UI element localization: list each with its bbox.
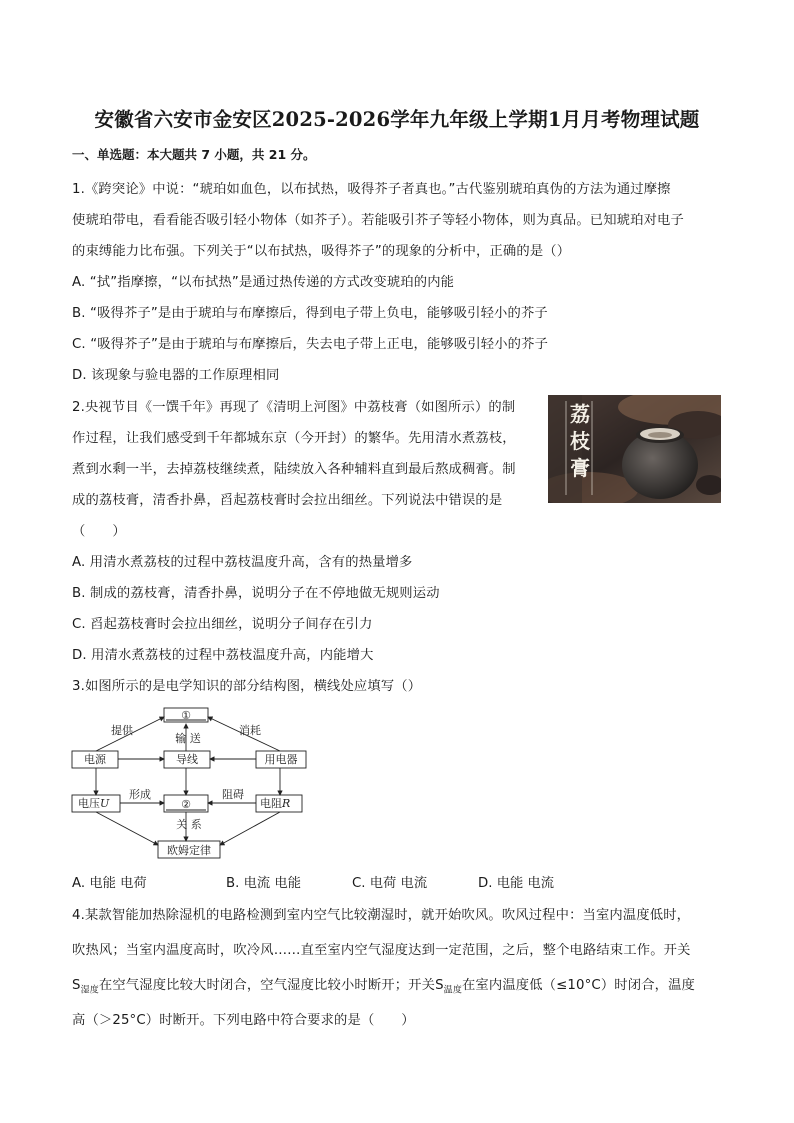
q3-option-d: D. 电能 电流 xyxy=(478,876,555,891)
q3-option-c: C. 电荷 电流 xyxy=(352,876,428,891)
q4-stem-text: 在室内温度低（≤10°C）时闭合，温度 xyxy=(461,978,695,993)
q2-option-d: D. 用清水煮荔枝的过程中荔枝温度升高，内能增大 xyxy=(72,648,374,663)
q1-option-a: A. “拭”指摩擦，“以布拭热”是通过热传递的方式改变琥珀的内能 xyxy=(72,275,455,290)
voltage-label xyxy=(78,796,110,810)
supply-label: 提供 xyxy=(111,724,133,737)
q2-option-c: C. 舀起荔枝膏时会拉出细丝，说明分子间存在引力 xyxy=(72,617,373,632)
q2-stem-line: 成的荔枝膏，清香扑鼻，舀起荔枝膏时会拉出细丝。下列说法中错误的是 xyxy=(72,493,503,508)
blank-2-label: ② xyxy=(181,798,191,811)
transport-label: 输 送 xyxy=(175,732,201,745)
ohm-law-label: 欧姆定律 xyxy=(167,844,211,857)
q1-stem-line: 的束缚能力比布强。下列关于“以布拭热，吸得芥子”的现象的分析中，正确的是（） xyxy=(72,244,571,259)
q2-stem-line: 作过程，让我们感受到千年都城东京（今开封）的繁华。先用清水煮荔枝， xyxy=(72,431,516,446)
q1-option-c: C. “吸得芥子”是由于琥珀与布摩擦后，失去电子带上正电，能够吸引轻小的芥子 xyxy=(72,337,549,352)
section-heading: 一、单选题：本大题共 7 小题，共 21 分。 xyxy=(72,147,316,162)
q1-option-b: B. “吸得芥子”是由于琥珀与布摩擦后，得到电子带上负电，能够吸引轻小的芥子 xyxy=(72,306,548,321)
q4-stem-line: 高（＞25°C）时断开。下列电路中符合要求的是（ ） xyxy=(72,1013,415,1028)
q4-stem-line: 吹热风；当室内温度高时，吹冷风……直至室内空气湿度达到一定范围，之后，整个电路结束工作。开关 xyxy=(72,943,691,958)
source-label: 电源 xyxy=(84,753,106,766)
q1-stem-line: 使琥珀带电，看看能否吸引轻小物体（如芥子）。若能吸引芥子等轻小物体，则为真品。已知琥珀对电子 xyxy=(72,213,684,228)
q2-option-a: A. 用清水煮荔枝的过程中荔枝温度升高，含有的热量增多 xyxy=(72,555,413,570)
switch-symbol: S xyxy=(72,978,81,993)
q1-stem-line: 1.《跨突论》中说：“琥珀如血色，以布拭热，吸得芥子者真也。”古代鉴别琥珀真伪的方法为通过摩擦 xyxy=(72,182,671,197)
switch-temperature-subscript: 温度 xyxy=(443,985,462,996)
resistance-label xyxy=(260,796,290,810)
page-title: 安徽省六安市金安区2025-2026学年九年级上学期1月月考物理试题 xyxy=(94,108,700,131)
voltage-text: 电压 xyxy=(78,797,100,810)
electricity-structure-diagram xyxy=(68,700,318,862)
relation-label: 关 系 xyxy=(176,818,202,831)
q2-option-b: B. 制成的荔枝膏，清香扑鼻，说明分子在不停地做无规则运动 xyxy=(72,586,440,601)
resistance-symbol: R xyxy=(282,797,291,810)
photo-caption-char: 膏 xyxy=(570,456,590,480)
q2-stem-line: 2.央视节目《一馔千年》再现了《清明上河图》中荔枝膏（如图所示）的制 xyxy=(72,400,516,415)
wire-label: 导线 xyxy=(176,753,198,766)
consume-label: 消耗 xyxy=(239,724,261,737)
resistance-text: 电阻 xyxy=(260,797,282,810)
q1-option-d: D. 该现象与验电器的工作原理相同 xyxy=(72,368,280,383)
blank-1-label: ① xyxy=(181,709,191,722)
q3-options xyxy=(72,872,632,892)
photo-caption-char: 枝 xyxy=(570,429,590,453)
q3-option-b: B. 电流 电能 xyxy=(226,876,301,891)
appliance-label: 用电器 xyxy=(264,753,298,766)
voltage-symbol: U xyxy=(100,797,110,810)
q3-stem-line: 3.如图所示的是电学知识的部分结构图，横线处应填写（） xyxy=(72,679,422,694)
q2-stem-line: （ ） xyxy=(72,524,126,539)
q4-stem-text: 在空气湿度比较大时闭合，空气湿度比较小时断开；开关 xyxy=(98,978,436,993)
q2-stem-line: 煮到水剩一半，去掉荔枝继续煮，陆续放入各种辅料直到最后熬成稠膏。制 xyxy=(72,462,516,477)
photo-caption-char: 荔 xyxy=(570,402,590,426)
hinder-label: 阻碍 xyxy=(222,788,244,801)
q3-option-a: A. 电能 电荷 xyxy=(72,876,147,891)
lychee-paste-photo xyxy=(548,395,721,503)
switch-humidity-subscript: 湿度 xyxy=(80,985,99,996)
q4-stem-line xyxy=(72,974,695,996)
switch-symbol: S xyxy=(435,978,444,993)
q4-stem-line: 4.某款智能加热除湿机的电路检测到室内空气比较潮湿时，就开始吹风。吹风过程中：当室内温度低时， xyxy=(72,908,691,923)
form-label: 形成 xyxy=(129,788,151,801)
